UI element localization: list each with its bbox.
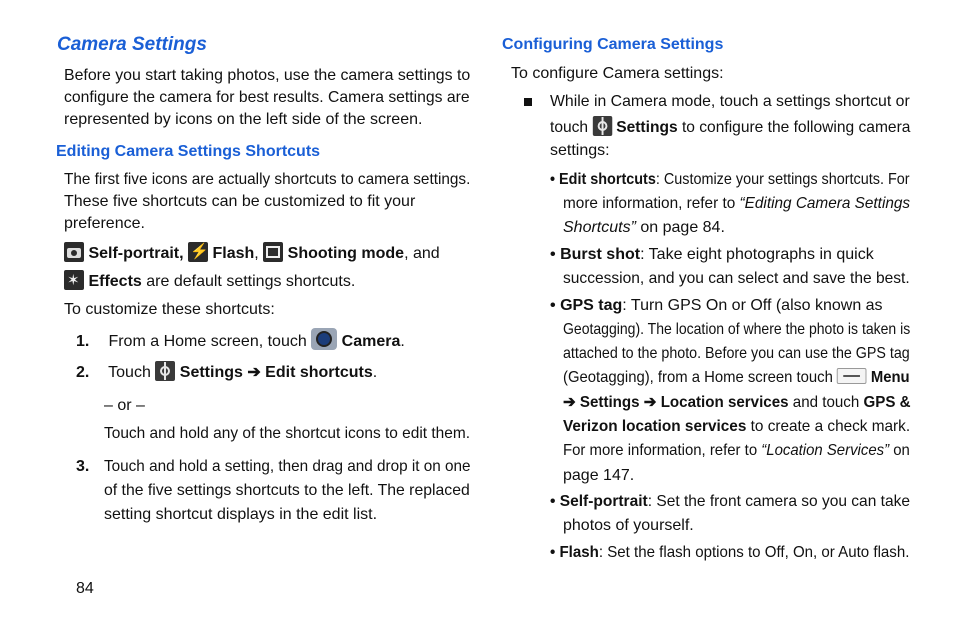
step-number: 3. [76, 458, 90, 475]
item-title: GPS tag [560, 297, 623, 314]
text-line [563, 416, 910, 438]
camera-app-icon [311, 328, 337, 350]
text: (Geotagging), from a Home screen touch [563, 369, 833, 386]
reference: “Editing Camera Settings [739, 195, 911, 212]
reference: “Location Services” [761, 442, 890, 459]
text-line: Before you start taking photos, use the camera settings to [64, 67, 471, 84]
page-number: 84 [76, 580, 94, 597]
text-line: The first five icons are actually shortcuts to camera settings. [64, 171, 471, 188]
or-separator: – or – [104, 397, 145, 414]
text-line [563, 392, 911, 414]
text: For more information, refer to [563, 442, 758, 459]
period: . [400, 333, 405, 350]
text-line [563, 193, 910, 215]
item-title: Self-portrait [559, 493, 648, 510]
menu-label: Menu [870, 369, 910, 386]
text: more information, refer to [563, 195, 736, 212]
text-line: photos of yourself. [563, 517, 694, 534]
flash-icon [188, 242, 208, 262]
text-line: of the five settings shortcuts to the left. The replaced [104, 482, 470, 499]
bullet-line: While in Camera mode, touch a settings shortcut or [550, 93, 910, 110]
page-title: Camera Settings [57, 34, 207, 55]
shooting-mode-label: Shooting mode [287, 245, 405, 262]
text-line: • GPS tag: Turn GPS On or Off (also known as [550, 297, 883, 314]
settings-label: Settings [616, 119, 678, 136]
flash-label: Flash [212, 245, 255, 262]
step-text: Touch [108, 364, 151, 381]
step-2 [76, 361, 377, 384]
default-shortcuts-line-2 [64, 270, 355, 293]
bullet-line [550, 116, 910, 139]
step-number: 2. [76, 364, 90, 381]
settings-gear-icon [155, 361, 175, 381]
camera-label: Camera [341, 333, 401, 350]
text-line: are default settings shortcuts. [146, 273, 356, 290]
text-line: represented by icons on the left side of the screen. [64, 111, 423, 128]
shooting-mode-icon [263, 242, 283, 262]
text-line: • Flash: Set the flash options to Off, On, or Auto flash. [550, 544, 910, 561]
comma: , [254, 245, 259, 262]
section-heading-editing-shortcuts: Editing Camera Settings Shortcuts [56, 143, 321, 160]
path-label: ➔ Settings ➔ Location services [563, 394, 789, 411]
text-line: attached to the photo. Before you can use the GPS tag [563, 345, 910, 362]
step-number: 1. [76, 333, 90, 350]
text: to configure the following camera [681, 119, 911, 136]
touch-hold-text: Touch and hold any of the shortcut icons to edit them. [104, 425, 471, 442]
text: on [893, 442, 910, 459]
effects-icon [64, 270, 84, 290]
text: : Take eight photographs in quick [640, 246, 874, 263]
text-line: preference. [64, 215, 145, 232]
section-heading-configuring: Configuring Camera Settings [502, 36, 724, 53]
text: on page 84. [640, 219, 725, 236]
text-line [563, 440, 910, 462]
text-line: These five shortcuts can be customized to fit your [64, 193, 416, 210]
period: . [372, 364, 378, 381]
settings-edit-shortcuts-label: Settings ➔ Edit shortcuts [179, 364, 373, 381]
text: : Set the flash options to Off, On, or Auto flash. [598, 544, 910, 561]
text-line: • Edit shortcuts: Customize your settings shortcuts. For [550, 171, 910, 188]
settings-gear-icon [592, 116, 611, 136]
bullet-line: settings: [550, 142, 610, 159]
text: : Turn GPS On or Off (also known as [622, 297, 883, 314]
text: touch [550, 119, 589, 136]
item-title: Edit shortcuts [559, 171, 656, 188]
text-line [563, 367, 910, 389]
item-title: Flash [559, 544, 599, 561]
self-portrait-icon [64, 242, 84, 262]
text-line [563, 217, 725, 239]
step-1 [76, 328, 405, 353]
step-text: From a Home screen, touch [108, 333, 307, 350]
text-line: setting shortcut displays in the edit list. [104, 506, 378, 523]
text: : Customize your settings shortcuts. For [655, 171, 910, 188]
text-line: • Self-portrait: Set the front camera so you can take [550, 493, 910, 510]
text-line: page 147. [563, 467, 635, 484]
text-line: Touch and hold a setting, then drag and drop it on one [104, 458, 471, 475]
text-line: • Burst shot: Take eight photographs in quick [550, 246, 874, 263]
text-line: Geotagging). The location of where the photo is taken is [563, 321, 911, 338]
default-shortcuts-line-1 [64, 242, 440, 265]
verizon-label: Verizon location services [563, 418, 747, 435]
bullet-square [524, 98, 532, 106]
reference: Shortcuts” [563, 219, 636, 236]
customize-text: To customize these shortcuts: [64, 301, 275, 318]
text-line: configure the camera for best results. Camera settings are [64, 89, 470, 106]
menu-key-icon [837, 368, 867, 384]
configure-intro: To configure Camera settings: [511, 65, 724, 82]
text: : Set the front camera so you can take [647, 493, 910, 510]
and-text: , and [404, 245, 440, 262]
self-portrait-label: Self-portrait, [88, 245, 184, 262]
gps-label: GPS & [863, 394, 911, 411]
text-line: succession, and you can select and save the best. [563, 270, 910, 287]
text: and touch [792, 394, 860, 411]
effects-label: Effects [88, 273, 142, 290]
text: to create a check mark. [750, 418, 911, 435]
item-title: Burst shot [560, 246, 641, 263]
